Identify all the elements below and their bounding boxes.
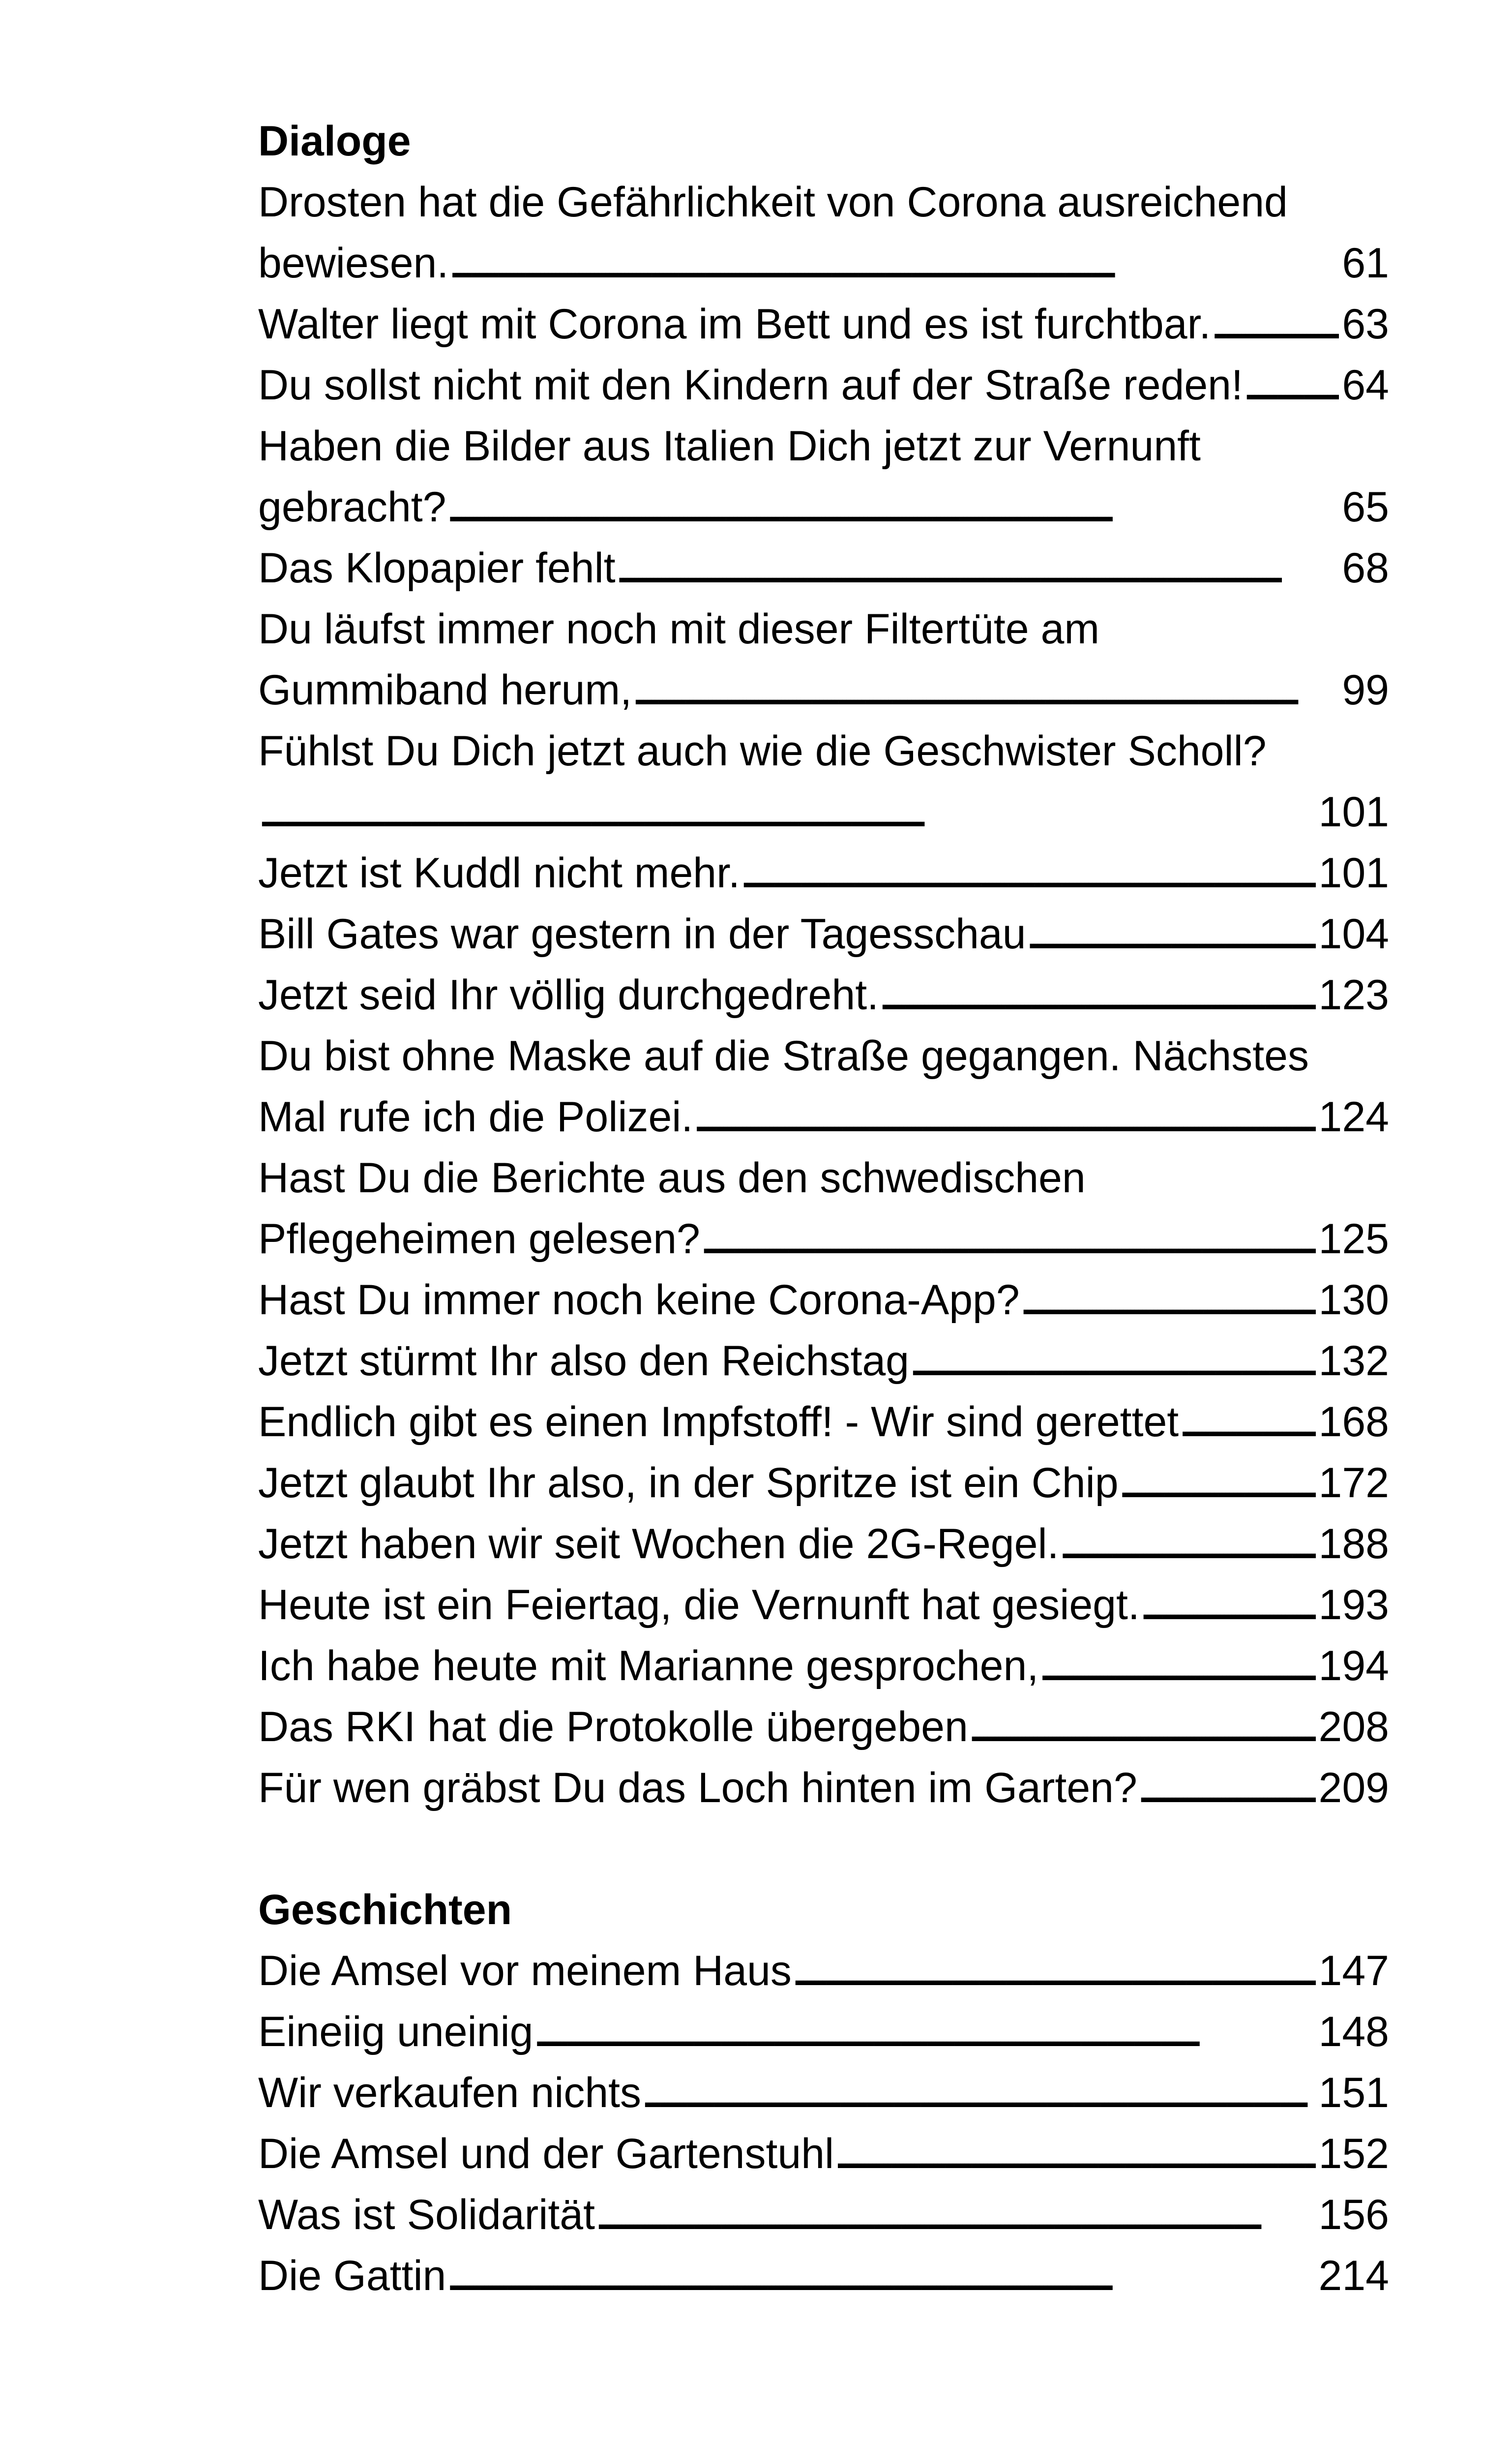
- dot-leader: [879, 965, 1316, 1025]
- toc-entry-title: Was ist Solidarität: [258, 2191, 595, 2238]
- toc-entry-title-line: Du läufst immer noch mit dieser Filtertüte am: [258, 605, 1099, 653]
- toc-entry-title-line: Hast Du die Berichte aus den schwedischen: [258, 1154, 1086, 1202]
- toc-entry-title: Heute ist ein Feiertag, die Vernunft hat gesiegt.: [258, 1581, 1140, 1629]
- toc-page-number: 101: [1318, 849, 1389, 897]
- toc-page-number: 64: [1342, 362, 1389, 409]
- toc-entry[interactable]: [258, 2001, 1389, 2062]
- toc-entry-title: Ich habe heute mit Marianne gesprochen,: [258, 1642, 1039, 1689]
- toc-entry[interactable]: [258, 2184, 1389, 2245]
- dot-leader: [740, 843, 1316, 904]
- toc-entry[interactable]: [258, 233, 1389, 294]
- toc-page-number: 130: [1318, 1276, 1389, 1324]
- toc-entry-title: Du sollst nicht mit den Kindern auf der Straße reden!: [258, 362, 1243, 409]
- toc-entry[interactable]: [258, 660, 1389, 721]
- toc-page-number: 125: [1318, 1215, 1389, 1263]
- dot-leader: [1211, 294, 1339, 355]
- toc-page-number: 101: [1318, 788, 1389, 836]
- toc-entry-title: Bill Gates war gestern in der Tagesschau: [258, 910, 1026, 958]
- toc-entry[interactable]: [258, 1391, 1389, 1452]
- section-heading: Dialoge: [258, 118, 411, 165]
- toc-entry[interactable]: [258, 294, 1389, 355]
- toc-entry-title: Jetzt ist Kuddl nicht mehr.: [258, 849, 740, 897]
- toc-entry-title: Das RKI hat die Protokolle übergeben: [258, 1703, 968, 1750]
- dot-leader: [446, 2245, 1315, 2306]
- toc-entry[interactable]: [258, 1452, 1389, 1513]
- toc-entry-title: Jetzt haben wir seit Wochen die 2G-Regel.: [258, 1520, 1059, 1568]
- toc-page-number: 124: [1318, 1093, 1389, 1141]
- dot-leader: [1059, 1513, 1315, 1574]
- dot-leader: [1119, 1452, 1316, 1513]
- toc-page-number: 214: [1318, 2252, 1389, 2299]
- toc-entry-title: Die Gattin: [258, 2252, 446, 2299]
- dot-leader: [1243, 355, 1339, 416]
- toc-page-number: 104: [1318, 910, 1389, 958]
- toc-entry[interactable]: [258, 355, 1389, 416]
- toc-entry-title-line: Haben die Bilder aus Italien Dich jetzt zur Vernunft: [258, 422, 1201, 470]
- dot-leader: [700, 1208, 1316, 1269]
- dot-leader: [1038, 1635, 1315, 1696]
- toc-entry-title: gebracht?: [258, 483, 446, 531]
- toc-page-number: 151: [1318, 2069, 1389, 2116]
- toc-page-number: 61: [1342, 240, 1389, 287]
- toc-entry-title: Wir verkaufen nichts: [258, 2069, 642, 2116]
- toc-entry[interactable]: [258, 1757, 1389, 1818]
- dot-leader: [1140, 1574, 1316, 1635]
- dot-leader: [1179, 1391, 1315, 1452]
- toc-page-number: 194: [1318, 1642, 1389, 1689]
- toc-entry-title-line: Du bist ohne Maske auf die Straße gegangen. Nächstes: [258, 1032, 1309, 1080]
- toc-entry[interactable]: [258, 2062, 1389, 2123]
- dot-leader: [616, 538, 1339, 599]
- toc-entry-title: Jetzt stürmt Ihr also den Reichstag: [258, 1337, 910, 1385]
- toc-page-number: 148: [1318, 2008, 1389, 2055]
- toc-entry-title: Hast Du immer noch keine Corona-App?: [258, 1276, 1020, 1324]
- toc-entry[interactable]: [258, 1574, 1389, 1635]
- toc-entry[interactable]: [258, 1940, 1389, 2001]
- toc-entry[interactable]: [258, 1269, 1389, 1330]
- toc-page-number: 132: [1318, 1337, 1389, 1385]
- toc-page-number: 123: [1318, 971, 1389, 1019]
- toc-page-number: 147: [1318, 1947, 1389, 1994]
- toc-entry[interactable]: [258, 965, 1389, 1025]
- toc-entry-title: Die Amsel und der Gartenstuhl: [258, 2130, 834, 2177]
- toc-entry-title: Gummiband herum,: [258, 666, 632, 714]
- dot-leader: [595, 2184, 1315, 2245]
- toc-entry[interactable]: [258, 477, 1389, 538]
- toc-entry-title: Walter liegt mit Corona im Bett und es ist furchtbar.: [258, 301, 1211, 348]
- toc-entry[interactable]: [258, 1330, 1389, 1391]
- toc-entry[interactable]: [258, 843, 1389, 904]
- dot-leader: [968, 1696, 1316, 1757]
- dot-leader: [834, 2123, 1315, 2184]
- toc-page-number: 65: [1342, 483, 1389, 531]
- toc-page-number: 99: [1342, 666, 1389, 714]
- toc-entry[interactable]: [258, 782, 1389, 843]
- toc-page-number: 63: [1342, 301, 1389, 348]
- toc-entry[interactable]: [258, 1696, 1389, 1757]
- table-of-contents: [258, 111, 1389, 2306]
- toc-page-number: 193: [1318, 1581, 1389, 1629]
- section-heading: Geschichten: [258, 1886, 512, 1933]
- toc-entry[interactable]: [258, 1513, 1389, 1574]
- toc-entry-title: Jetzt glaubt Ihr also, in der Spritze ist ein Chip: [258, 1459, 1119, 1507]
- dot-leader: [632, 660, 1339, 721]
- toc-entry-title: Eineiig uneinig: [258, 2008, 534, 2055]
- toc-entry[interactable]: [258, 1208, 1389, 1269]
- toc-entry[interactable]: [258, 2123, 1389, 2184]
- toc-entry-title-line: Drosten hat die Gefährlichkeit von Corona ausreichend: [258, 179, 1288, 226]
- toc-page-number: 68: [1342, 544, 1389, 592]
- dot-leader: [446, 477, 1339, 538]
- toc-page-number: 208: [1318, 1703, 1389, 1750]
- dot-leader: [448, 233, 1339, 294]
- toc-page-number: 188: [1318, 1520, 1389, 1568]
- dot-leader: [1020, 1269, 1316, 1330]
- toc-page-number: 172: [1318, 1459, 1389, 1507]
- toc-entry-title-line: Fühlst Du Dich jetzt auch wie die Geschwister Scholl?: [258, 727, 1267, 775]
- toc-page-number: 209: [1318, 1764, 1389, 1811]
- toc-entry-title: bewiesen.: [258, 240, 449, 287]
- toc-page-number: 168: [1318, 1398, 1389, 1446]
- toc-page-number: 152: [1318, 2130, 1389, 2177]
- toc-page-number: 156: [1318, 2191, 1389, 2238]
- toc-entry-title: Das Klopapier fehlt: [258, 544, 616, 592]
- toc-entry-title: Jetzt seid Ihr völlig durchgedreht.: [258, 971, 879, 1019]
- toc-entry-title: Endlich gibt es einen Impfstoff! - Wir sind gerettet: [258, 1398, 1179, 1446]
- toc-entry[interactable]: [258, 2245, 1389, 2306]
- toc-entry-title: Mal rufe ich die Polizei.: [258, 1093, 693, 1141]
- dot-leader: [533, 2001, 1315, 2062]
- toc-entry-title: Die Amsel vor meinem Haus: [258, 1947, 792, 1994]
- dot-leader: [1026, 904, 1316, 965]
- dot-leader: [693, 1086, 1315, 1147]
- toc-entry-title: Für wen gräbst Du das Loch hinten im Garten?: [258, 1764, 1137, 1811]
- toc-entry[interactable]: [258, 1086, 1389, 1147]
- dot-leader: [909, 1330, 1315, 1391]
- dot-leader: [641, 2062, 1315, 2123]
- dot-leader: [1137, 1757, 1316, 1818]
- section-spacer: [258, 1818, 1389, 1879]
- toc-entry[interactable]: [258, 538, 1389, 599]
- toc-entry[interactable]: [258, 904, 1389, 965]
- dot-leader: [258, 782, 1316, 843]
- toc-entry-title: Pflegeheimen gelesen?: [258, 1215, 700, 1263]
- dot-leader: [792, 1940, 1316, 2001]
- toc-entry[interactable]: [258, 1635, 1389, 1696]
